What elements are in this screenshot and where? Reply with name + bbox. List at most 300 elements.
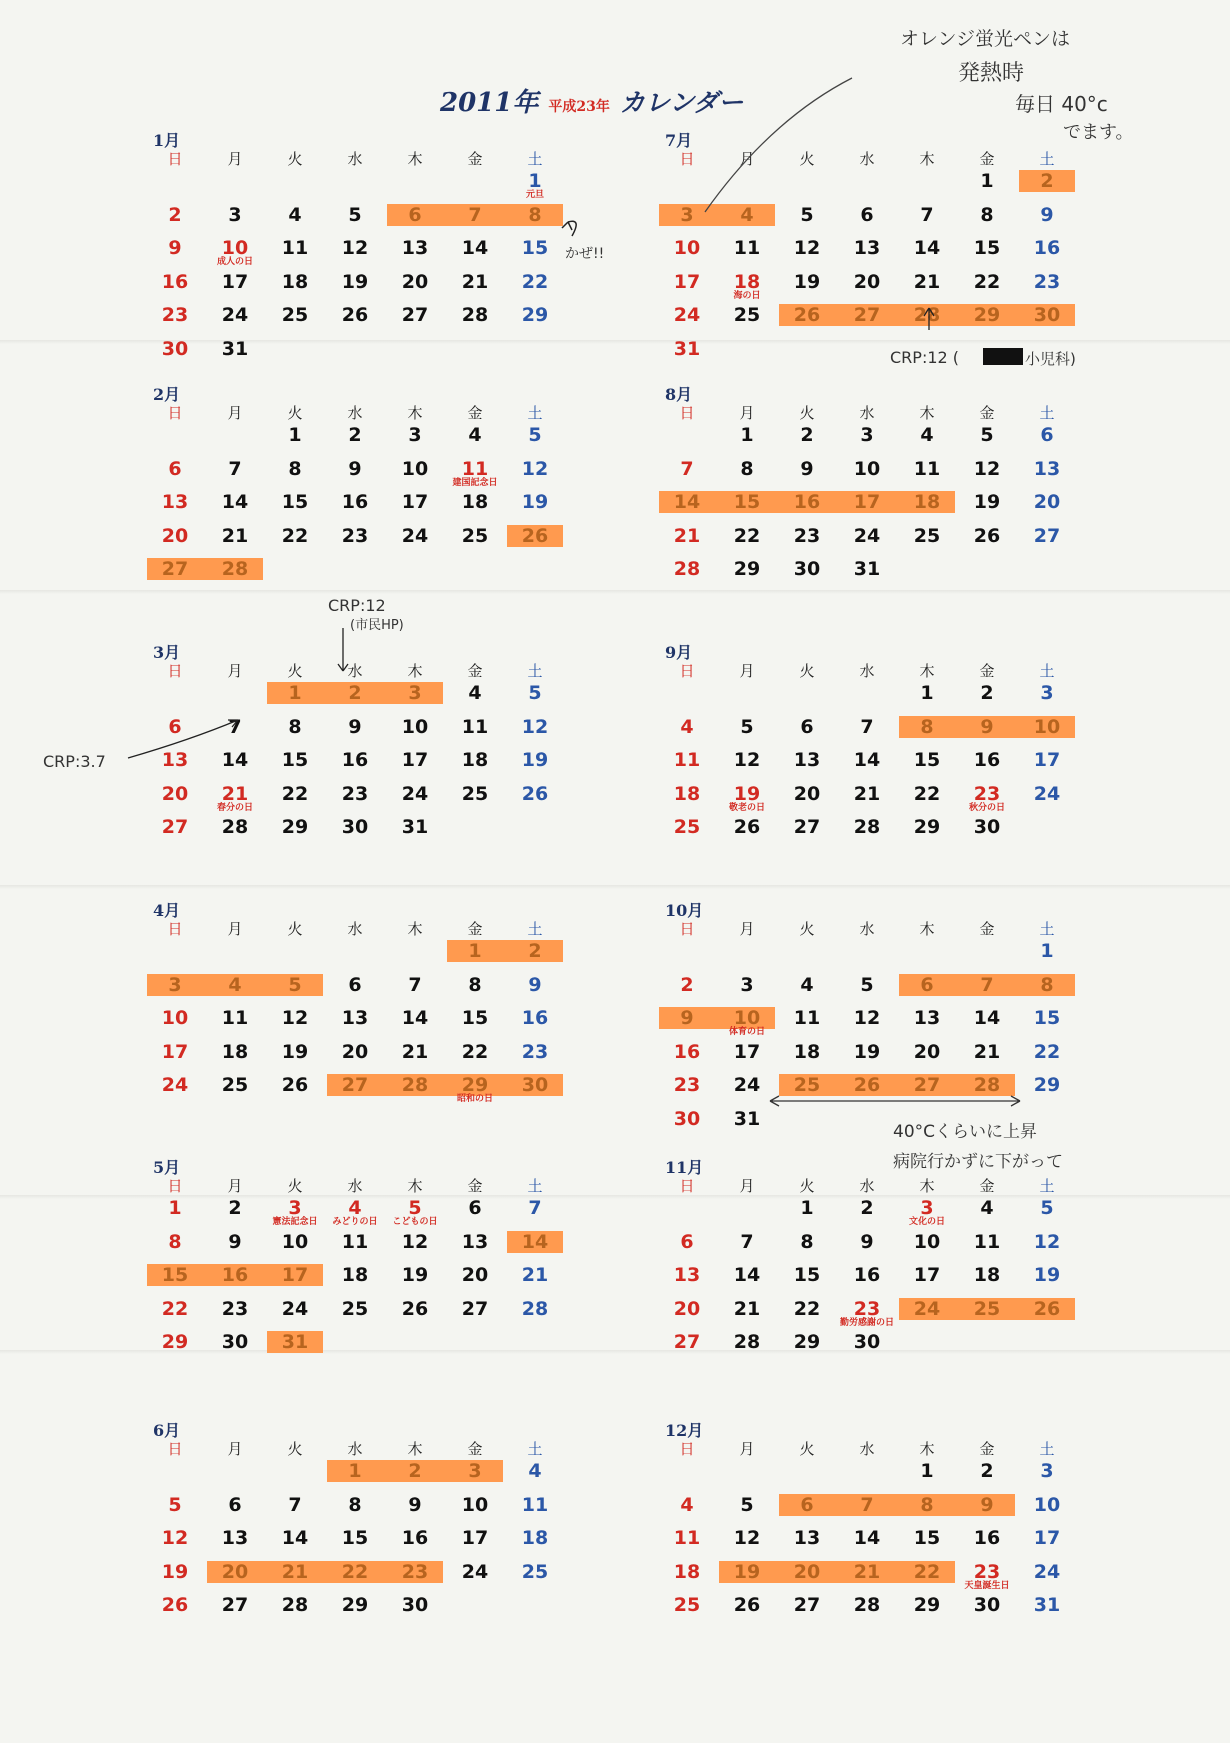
weekday-header: 金 <box>467 920 483 938</box>
calendar-day: 23 <box>853 1297 881 1320</box>
calendar-day: 11 <box>913 457 941 480</box>
calendar-day: 21 <box>461 270 489 293</box>
calendar-day: 22 <box>913 782 941 805</box>
calendar-day: 16 <box>1033 237 1061 259</box>
calendar-day: 10 <box>161 1007 189 1029</box>
calendar-day: 18 <box>221 1040 249 1063</box>
calendar-day: 26 <box>733 1594 761 1616</box>
calendar-day: 6 <box>408 203 422 226</box>
weekday-header: 月 <box>227 1440 243 1458</box>
title-year: 2011年 <box>440 88 539 118</box>
calendar-day: 9 <box>860 1230 874 1253</box>
weekday-header: 土 <box>1039 150 1055 168</box>
calendar-day: 20 <box>853 270 881 293</box>
calendar-day: 22 <box>793 1297 821 1320</box>
calendar-day: 26 <box>1033 1297 1061 1320</box>
calendar-day: 17 <box>401 749 429 771</box>
calendar-day: 28 <box>521 1297 549 1320</box>
calendar-day: 10 <box>461 1493 489 1516</box>
weekday-header: 日 <box>167 1440 183 1458</box>
weekday-header: 水 <box>859 1440 875 1458</box>
calendar-day: 12 <box>401 1230 429 1253</box>
calendar-day: 9 <box>800 457 814 480</box>
calendar-day: 31 <box>673 337 701 360</box>
calendar-day: 19 <box>281 1040 309 1063</box>
calendar-day: 20 <box>461 1264 489 1286</box>
weekday-header: 木 <box>407 920 423 938</box>
calendar-day: 20 <box>161 782 189 805</box>
calendar-day: 28 <box>853 1594 881 1616</box>
month-name: 9月 <box>665 643 693 662</box>
calendar-day: 27 <box>341 1074 369 1096</box>
calendar-day: 19 <box>733 782 761 805</box>
weekday-header: 木 <box>919 662 935 680</box>
title-calendar: カレンダー <box>619 88 744 117</box>
calendar-day: 5 <box>740 1493 754 1516</box>
weekday-header: 日 <box>679 404 695 422</box>
calendar-day: 15 <box>913 1527 941 1549</box>
calendar-day: 25 <box>673 1594 701 1616</box>
calendar-day: 19 <box>161 1560 189 1583</box>
weekday-header: 金 <box>467 1177 483 1195</box>
calendar-day: 25 <box>673 816 701 838</box>
weekday-header: 金 <box>979 662 995 680</box>
calendar-day: 23 <box>341 524 369 547</box>
weekday-header: 金 <box>979 1440 995 1458</box>
calendar-day: 5 <box>800 203 814 226</box>
calendar-day: 22 <box>281 524 309 547</box>
calendar-day: 5 <box>528 682 542 704</box>
calendar-day: 21 <box>221 782 249 805</box>
calendar-day: 19 <box>401 1264 429 1286</box>
calendar-day: 4 <box>740 203 754 226</box>
holiday-name: 建国記念日 <box>452 477 498 488</box>
calendar-day: 9 <box>348 457 362 480</box>
calendar-day: 25 <box>521 1560 549 1583</box>
calendar-day: 28 <box>221 816 249 838</box>
calendar-day: 21 <box>281 1560 309 1583</box>
calendar-day: 3 <box>920 1197 934 1219</box>
calendar-day: 16 <box>973 749 1001 771</box>
calendar-day: 6 <box>1040 424 1054 446</box>
calendar-day: 20 <box>221 1560 249 1583</box>
calendar-day: 10 <box>401 715 429 738</box>
calendar-day: 2 <box>228 1197 242 1219</box>
calendar-day: 24 <box>161 1074 189 1096</box>
weekday-header: 土 <box>527 1440 543 1458</box>
calendar-day: 26 <box>521 524 549 547</box>
calendar-day: 16 <box>341 749 369 771</box>
calendar-day: 12 <box>793 237 821 259</box>
weekday-header: 日 <box>167 920 183 938</box>
weekday-header: 水 <box>859 1177 875 1195</box>
calendar-day: 4 <box>680 715 694 738</box>
calendar-day: 1 <box>980 170 994 192</box>
calendar-day: 24 <box>673 304 701 326</box>
weekday-header: 月 <box>739 1177 755 1195</box>
calendar-day: 5 <box>1040 1197 1054 1219</box>
calendar-day: 27 <box>161 816 189 838</box>
calendar-day: 29 <box>793 1331 821 1353</box>
holiday-name: 元旦 <box>525 190 544 200</box>
month-name: 12月 <box>665 1421 704 1440</box>
calendar-day: 28 <box>461 304 489 326</box>
calendar-day: 1 <box>348 1460 362 1482</box>
calendar-day: 7 <box>860 1493 874 1516</box>
month-name: 6月 <box>153 1421 181 1440</box>
calendar-day: 25 <box>281 304 309 326</box>
calendar-day: 5 <box>980 424 994 446</box>
calendar-day: 15 <box>733 491 761 513</box>
calendar-day: 7 <box>228 715 242 738</box>
weekday-header: 木 <box>407 662 423 680</box>
calendar-day: 28 <box>221 558 249 580</box>
calendar-day: 13 <box>853 237 881 259</box>
weekday-header: 木 <box>407 404 423 422</box>
note-mar-1: CRP:12 <box>328 596 386 615</box>
calendar-day: 8 <box>920 1493 934 1516</box>
calendar-day: 18 <box>793 1040 821 1063</box>
calendar-day: 3 <box>468 1460 482 1482</box>
calendar-day: 25 <box>913 524 941 547</box>
calendar-day: 17 <box>1033 1527 1061 1549</box>
calendar-day: 22 <box>733 524 761 547</box>
calendar-day: 18 <box>461 749 489 771</box>
calendar-day: 27 <box>853 304 881 326</box>
weekday-header: 月 <box>227 1177 243 1195</box>
calendar-day: 18 <box>521 1527 549 1549</box>
weekday-header: 金 <box>467 662 483 680</box>
weekday-header: 火 <box>287 1177 303 1195</box>
holiday-name: 海の日 <box>733 290 761 301</box>
calendar-day: 8 <box>288 457 302 480</box>
calendar-day: 9 <box>168 237 182 259</box>
weekday-header: 木 <box>919 404 935 422</box>
calendar-day: 13 <box>221 1527 249 1549</box>
note-jul-1: CRP:12 ( <box>890 348 960 367</box>
calendar-day: 19 <box>1033 1264 1061 1286</box>
weekday-header: 土 <box>527 662 543 680</box>
calendar-day: 14 <box>853 1527 881 1549</box>
title-era: 平成23年 <box>548 99 610 115</box>
calendar-day: 12 <box>161 1527 189 1549</box>
calendar-day: 31 <box>853 558 881 580</box>
holiday-name: 敬老の日 <box>728 802 765 813</box>
calendar-day: 11 <box>521 1493 549 1516</box>
weekday-header: 木 <box>919 920 935 938</box>
calendar-day: 1 <box>288 682 302 704</box>
calendar-day: 8 <box>740 457 754 480</box>
calendar-day: 16 <box>341 491 369 513</box>
calendar-day: 5 <box>528 424 542 446</box>
calendar-day: 22 <box>913 1560 941 1583</box>
calendar-day: 31 <box>281 1331 309 1353</box>
calendar-day: 24 <box>913 1297 941 1320</box>
calendar-day: 26 <box>521 782 549 805</box>
note-legend-3: 毎日 40°c <box>1015 92 1108 116</box>
calendar-day: 5 <box>348 203 362 226</box>
calendar-day: 8 <box>288 715 302 738</box>
calendar-day: 15 <box>461 1007 489 1029</box>
calendar-day: 29 <box>461 1074 489 1096</box>
calendar-day: 3 <box>680 203 694 226</box>
calendar-day: 2 <box>1040 170 1054 192</box>
calendar-day: 18 <box>673 1560 701 1583</box>
calendar-day: 17 <box>733 1040 761 1063</box>
weekday-header: 土 <box>527 920 543 938</box>
calendar-day: 2 <box>860 1197 874 1219</box>
weekday-header: 月 <box>227 150 243 168</box>
calendar-day: 10 <box>401 457 429 480</box>
calendar-day: 2 <box>168 203 182 226</box>
calendar-day: 23 <box>973 1560 1001 1583</box>
weekday-header: 金 <box>467 150 483 168</box>
calendar-day: 7 <box>528 1197 542 1219</box>
calendar-day: 1 <box>528 170 542 192</box>
calendar-day: 24 <box>221 304 249 326</box>
calendar-day: 15 <box>281 749 309 771</box>
calendar-day: 1 <box>468 940 482 962</box>
calendar-day: 22 <box>461 1040 489 1063</box>
calendar-day: 24 <box>733 1074 761 1096</box>
calendar-day: 15 <box>281 491 309 513</box>
calendar-day: 16 <box>401 1527 429 1549</box>
weekday-header: 月 <box>739 1440 755 1458</box>
calendar-day: 18 <box>673 782 701 805</box>
calendar-day: 30 <box>673 1107 701 1130</box>
calendar-day: 31 <box>401 816 429 838</box>
calendar-day: 8 <box>1040 973 1054 996</box>
calendar-day: 13 <box>461 1230 489 1253</box>
calendar-day: 12 <box>521 457 549 480</box>
calendar-day: 15 <box>913 749 941 771</box>
calendar-day: 13 <box>161 749 189 771</box>
calendar-day: 10 <box>281 1230 309 1253</box>
calendar-day: 15 <box>1033 1007 1061 1029</box>
weekday-header: 月 <box>227 662 243 680</box>
calendar-day: 2 <box>348 682 362 704</box>
calendar-day: 17 <box>161 1040 189 1063</box>
calendar-day: 20 <box>341 1040 369 1063</box>
weekday-header: 金 <box>979 150 995 168</box>
calendar-day: 1 <box>288 424 302 446</box>
calendar-day: 8 <box>348 1493 362 1516</box>
calendar-day: 20 <box>401 270 429 293</box>
calendar-day: 27 <box>161 558 189 580</box>
calendar-day: 26 <box>401 1297 429 1320</box>
month-name: 1月 <box>153 131 181 150</box>
calendar-day: 1 <box>168 1197 182 1219</box>
calendar-day: 6 <box>168 457 182 480</box>
calendar-day: 27 <box>221 1594 249 1616</box>
note-oct-2: 病院行かずに下がって <box>893 1152 1063 1172</box>
calendar-day: 9 <box>980 715 994 738</box>
calendar-day: 9 <box>228 1230 242 1253</box>
calendar-day: 21 <box>853 782 881 805</box>
calendar-day: 30 <box>1033 304 1061 326</box>
note-legend-4: でます。 <box>1063 122 1134 143</box>
calendar-day: 12 <box>733 1527 761 1549</box>
calendar-day: 17 <box>673 270 701 293</box>
month-name: 10月 <box>665 901 704 920</box>
holiday-name: 天皇誕生日 <box>964 1580 1010 1591</box>
calendar-day: 12 <box>973 457 1001 480</box>
weekday-header: 土 <box>1039 1440 1055 1458</box>
weekday-header: 金 <box>979 404 995 422</box>
calendar-day: 2 <box>348 424 362 446</box>
calendar-day: 22 <box>161 1297 189 1320</box>
calendar-day: 6 <box>800 1493 814 1516</box>
weekday-header: 日 <box>679 920 695 938</box>
calendar-day: 13 <box>341 1007 369 1029</box>
calendar-day: 27 <box>1033 524 1061 547</box>
calendar-day: 27 <box>913 1074 941 1096</box>
calendar-day: 21 <box>973 1040 1001 1063</box>
calendar-day: 30 <box>521 1074 549 1096</box>
calendar-day: 10 <box>733 1007 761 1029</box>
weekday-header: 日 <box>679 150 695 168</box>
month-name: 2月 <box>153 385 181 404</box>
weekday-header: 火 <box>799 404 815 422</box>
calendar-day: 16 <box>161 270 189 293</box>
calendar-day: 19 <box>521 491 549 513</box>
calendar-day: 20 <box>793 782 821 805</box>
calendar-day: 21 <box>401 1040 429 1063</box>
calendar-day: 17 <box>221 270 249 293</box>
weekday-header: 日 <box>167 662 183 680</box>
calendar-day: 19 <box>521 749 549 771</box>
weekday-header: 木 <box>919 150 935 168</box>
calendar-day: 22 <box>341 1560 369 1583</box>
holiday-name: こどもの日 <box>392 1217 438 1227</box>
calendar-day: 10 <box>221 237 249 259</box>
calendar-day: 9 <box>1040 203 1054 226</box>
calendar-day: 3 <box>740 973 754 996</box>
calendar-day: 24 <box>401 782 429 805</box>
weekday-header: 土 <box>1039 1177 1055 1195</box>
calendar-day: 28 <box>973 1074 1001 1096</box>
calendar-day: 3 <box>1040 682 1054 704</box>
calendar-day: 24 <box>853 524 881 547</box>
calendar-day: 21 <box>521 1264 549 1286</box>
weekday-header: 日 <box>167 404 183 422</box>
weekday-header: 水 <box>347 1440 363 1458</box>
calendar-day: 8 <box>920 715 934 738</box>
calendar-day: 21 <box>221 524 249 547</box>
calendar-day: 29 <box>733 558 761 580</box>
calendar-day: 12 <box>521 715 549 738</box>
calendar-day: 6 <box>920 973 934 996</box>
weekday-header: 月 <box>739 662 755 680</box>
calendar-day: 13 <box>793 1527 821 1549</box>
calendar-day: 6 <box>680 1230 694 1253</box>
calendar-day: 14 <box>461 237 489 259</box>
calendar-day: 13 <box>793 749 821 771</box>
calendar-day: 14 <box>221 491 249 513</box>
weekday-header: 木 <box>919 1440 935 1458</box>
weekday-header: 水 <box>347 404 363 422</box>
weekday-header: 金 <box>979 1177 995 1195</box>
calendar-day: 10 <box>853 457 881 480</box>
calendar-day: 31 <box>221 337 249 360</box>
calendar-day: 26 <box>161 1594 189 1616</box>
calendar-day: 27 <box>793 1594 821 1616</box>
weekday-header: 月 <box>227 920 243 938</box>
calendar-day: 25 <box>461 782 489 805</box>
calendar-day: 21 <box>733 1297 761 1320</box>
weekday-header: 火 <box>287 1440 303 1458</box>
calendar-day: 7 <box>680 457 694 480</box>
calendar-day: 30 <box>401 1594 429 1616</box>
calendar-day: 28 <box>401 1074 429 1096</box>
calendar-day: 19 <box>793 270 821 293</box>
weekday-header: 水 <box>859 404 875 422</box>
calendar-day: 26 <box>733 816 761 838</box>
calendar-day: 19 <box>733 1560 761 1583</box>
calendar-day: 6 <box>168 715 182 738</box>
calendar-day: 2 <box>980 682 994 704</box>
weekday-header: 火 <box>799 150 815 168</box>
calendar-day: 1 <box>920 1460 934 1482</box>
calendar-day: 12 <box>733 749 761 771</box>
weekday-header: 水 <box>859 920 875 938</box>
calendar-day: 10 <box>913 1230 941 1253</box>
weekday-header: 日 <box>679 662 695 680</box>
calendar-day: 23 <box>673 1074 701 1096</box>
calendar-day: 27 <box>793 816 821 838</box>
calendar-day: 7 <box>408 973 422 996</box>
calendar-day: 11 <box>461 457 489 480</box>
calendar-day: 18 <box>341 1264 369 1286</box>
calendar-day: 5 <box>740 715 754 738</box>
calendar-day: 11 <box>281 237 309 259</box>
calendar-day: 14 <box>521 1230 549 1253</box>
calendar-day: 17 <box>913 1264 941 1286</box>
weekday-header: 水 <box>347 920 363 938</box>
calendar-day: 26 <box>853 1074 881 1096</box>
calendar-day: 1 <box>740 424 754 446</box>
note-oct-1: 40°Cくらいに上昇 <box>893 1122 1038 1142</box>
weekday-header: 土 <box>527 404 543 422</box>
calendar-day: 30 <box>853 1331 881 1353</box>
calendar-day: 26 <box>973 524 1001 547</box>
weekday-header: 火 <box>287 920 303 938</box>
calendar-day: 20 <box>1033 491 1061 513</box>
calendar-day: 12 <box>341 237 369 259</box>
holiday-name: 成人の日 <box>216 257 253 267</box>
holiday-name: 憲法記念日 <box>272 1217 318 1227</box>
calendar-day: 16 <box>521 1007 549 1029</box>
calendar-day: 5 <box>860 973 874 996</box>
calendar-day: 15 <box>793 1264 821 1286</box>
note-jul-2: 小児科) <box>1025 350 1076 368</box>
calendar-day: 6 <box>860 203 874 226</box>
calendar-day: 20 <box>673 1297 701 1320</box>
calendar-day: 2 <box>980 1460 994 1482</box>
calendar-day: 8 <box>800 1230 814 1253</box>
weekday-header: 月 <box>227 404 243 422</box>
calendar-day: 10 <box>1033 1493 1061 1516</box>
calendar-day: 13 <box>913 1007 941 1029</box>
calendar-day: 18 <box>733 270 761 293</box>
calendar-day: 4 <box>920 424 934 446</box>
calendar-day: 10 <box>1033 715 1061 738</box>
calendar-day: 28 <box>673 558 701 580</box>
calendar-day: 24 <box>281 1297 309 1320</box>
calendar-day: 4 <box>468 424 482 446</box>
calendar-day: 21 <box>673 524 701 547</box>
calendar-day: 29 <box>913 1594 941 1616</box>
